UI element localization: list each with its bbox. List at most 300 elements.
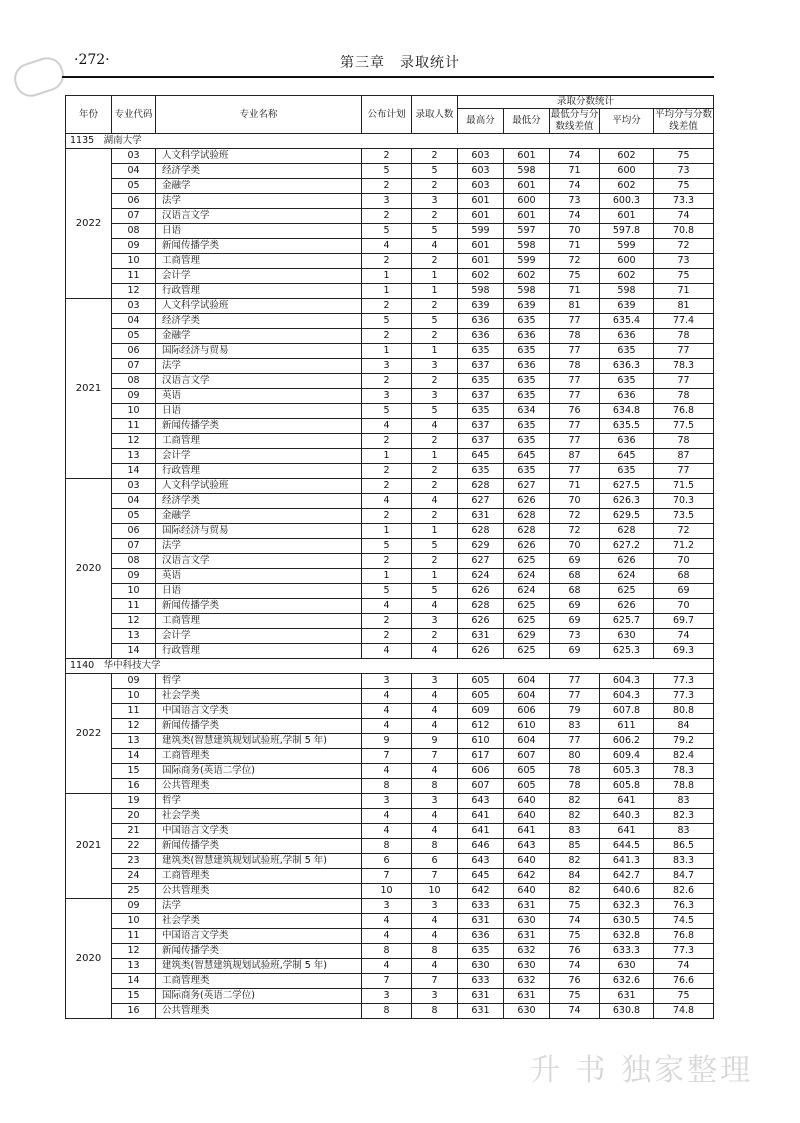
name-cell: 工商管理类 xyxy=(156,974,362,989)
code-cell: 07 xyxy=(112,539,156,554)
min-diff-cell: 82 xyxy=(550,854,600,869)
table-row xyxy=(66,509,714,524)
plan-cell: 2 xyxy=(362,149,412,164)
min-cell: 605 xyxy=(504,764,550,779)
min-diff-cell: 71 xyxy=(550,479,600,494)
code-cell: 09 xyxy=(112,899,156,914)
min-diff-cell: 78 xyxy=(550,764,600,779)
max-cell: 603 xyxy=(458,179,504,194)
min-diff-cell: 73 xyxy=(550,629,600,644)
name-cell: 国际商务(英语二学位) xyxy=(156,989,362,1004)
admit-cell: 2 xyxy=(412,374,458,389)
avg-diff-cell: 76.8 xyxy=(654,404,714,419)
admit-cell: 2 xyxy=(412,149,458,164)
avg-cell: 624 xyxy=(600,569,654,584)
avg-cell: 631 xyxy=(600,989,654,1004)
plan-cell: 1 xyxy=(362,284,412,299)
avg-cell: 630.5 xyxy=(600,914,654,929)
max-cell: 633 xyxy=(458,974,504,989)
name-cell: 公共管理类 xyxy=(156,1004,362,1019)
min-diff-cell: 76 xyxy=(550,974,600,989)
code-cell: 05 xyxy=(112,509,156,524)
avg-cell: 630.8 xyxy=(600,1004,654,1019)
min-diff-cell: 77 xyxy=(550,389,600,404)
avg-diff-cell: 70.3 xyxy=(654,494,714,509)
max-cell: 637 xyxy=(458,434,504,449)
plan-cell: 5 xyxy=(362,314,412,329)
min-diff-cell: 77 xyxy=(550,734,600,749)
code-cell: 12 xyxy=(112,719,156,734)
col-min: 最低分 xyxy=(504,109,550,134)
page-number: ·272· xyxy=(74,52,110,68)
plan-cell: 1 xyxy=(362,524,412,539)
min-diff-cell: 82 xyxy=(550,884,600,899)
min-cell: 598 xyxy=(504,239,550,254)
admit-cell: 3 xyxy=(412,674,458,689)
name-cell: 公共管理类 xyxy=(156,884,362,899)
min-cell: 598 xyxy=(504,284,550,299)
min-cell: 642 xyxy=(504,869,550,884)
header-rule xyxy=(62,76,714,78)
code-cell: 13 xyxy=(112,629,156,644)
plan-cell: 3 xyxy=(362,359,412,374)
table-row xyxy=(66,569,714,584)
admit-cell: 3 xyxy=(412,614,458,629)
code-cell: 12 xyxy=(112,944,156,959)
min-cell: 645 xyxy=(504,449,550,464)
table-row xyxy=(66,914,714,929)
name-cell: 国际经济与贸易 xyxy=(156,344,362,359)
avg-diff-cell: 76.8 xyxy=(654,929,714,944)
plan-cell: 4 xyxy=(362,764,412,779)
name-cell: 金融学 xyxy=(156,329,362,344)
avg-diff-cell: 73.3 xyxy=(654,194,714,209)
admit-cell: 2 xyxy=(412,479,458,494)
avg-diff-cell: 73 xyxy=(654,164,714,179)
min-cell: 605 xyxy=(504,779,550,794)
avg-diff-cell: 82.3 xyxy=(654,809,714,824)
table-row xyxy=(66,989,714,1004)
min-cell: 628 xyxy=(504,524,550,539)
max-cell: 607 xyxy=(458,779,504,794)
table-row xyxy=(66,269,714,284)
min-diff-cell: 68 xyxy=(550,569,600,584)
admit-cell: 2 xyxy=(412,329,458,344)
avg-cell: 634.8 xyxy=(600,404,654,419)
min-cell: 625 xyxy=(504,554,550,569)
max-cell: 630 xyxy=(458,959,504,974)
min-diff-cell: 71 xyxy=(550,284,600,299)
code-cell: 11 xyxy=(112,599,156,614)
min-cell: 640 xyxy=(504,884,550,899)
name-cell: 人文科学试验班 xyxy=(156,479,362,494)
code-cell: 04 xyxy=(112,494,156,509)
max-cell: 646 xyxy=(458,839,504,854)
admit-cell: 4 xyxy=(412,239,458,254)
table-row xyxy=(66,464,714,479)
min-diff-cell: 77 xyxy=(550,419,600,434)
min-cell: 610 xyxy=(504,719,550,734)
avg-diff-cell: 71 xyxy=(654,284,714,299)
plan-cell: 2 xyxy=(362,179,412,194)
max-cell: 637 xyxy=(458,389,504,404)
min-diff-cell: 71 xyxy=(550,239,600,254)
table-body xyxy=(66,134,714,1019)
admit-cell: 1 xyxy=(412,524,458,539)
plan-cell: 2 xyxy=(362,209,412,224)
plan-cell: 4 xyxy=(362,599,412,614)
avg-diff-cell: 73.5 xyxy=(654,509,714,524)
avg-cell: 602 xyxy=(600,149,654,164)
name-cell: 新闻传播学类 xyxy=(156,944,362,959)
avg-diff-cell: 76.6 xyxy=(654,974,714,989)
name-cell: 建筑类(智慧建筑规划试验班,学制 5 年) xyxy=(156,959,362,974)
name-cell: 工商管理 xyxy=(156,614,362,629)
max-cell: 602 xyxy=(458,269,504,284)
min-cell: 632 xyxy=(504,974,550,989)
admit-cell: 4 xyxy=(412,959,458,974)
min-cell: 635 xyxy=(504,434,550,449)
min-cell: 625 xyxy=(504,614,550,629)
admit-cell: 1 xyxy=(412,284,458,299)
table-row xyxy=(66,299,714,314)
admit-cell: 2 xyxy=(412,509,458,524)
admit-cell: 3 xyxy=(412,389,458,404)
name-cell: 会计学 xyxy=(156,269,362,284)
min-diff-cell: 83 xyxy=(550,824,600,839)
avg-diff-cell: 78 xyxy=(654,389,714,404)
plan-cell: 7 xyxy=(362,749,412,764)
min-cell: 624 xyxy=(504,584,550,599)
avg-diff-cell: 78.3 xyxy=(654,764,714,779)
min-cell: 601 xyxy=(504,149,550,164)
name-cell: 行政管理 xyxy=(156,644,362,659)
avg-cell: 629.5 xyxy=(600,509,654,524)
avg-cell: 599 xyxy=(600,239,654,254)
max-cell: 631 xyxy=(458,629,504,644)
code-cell: 11 xyxy=(112,929,156,944)
code-cell: 09 xyxy=(112,389,156,404)
plan-cell: 3 xyxy=(362,674,412,689)
admit-cell: 2 xyxy=(412,464,458,479)
min-diff-cell: 77 xyxy=(550,689,600,704)
code-cell: 13 xyxy=(112,734,156,749)
min-cell: 601 xyxy=(504,179,550,194)
name-cell: 行政管理 xyxy=(156,464,362,479)
max-cell: 635 xyxy=(458,944,504,959)
plan-cell: 2 xyxy=(362,479,412,494)
min-diff-cell: 69 xyxy=(550,554,600,569)
name-cell: 英语 xyxy=(156,389,362,404)
code-cell: 11 xyxy=(112,704,156,719)
code-cell: 04 xyxy=(112,164,156,179)
min-cell: 636 xyxy=(504,329,550,344)
avg-diff-cell: 69.7 xyxy=(654,614,714,629)
min-cell: 624 xyxy=(504,569,550,584)
plan-cell: 5 xyxy=(362,584,412,599)
admit-cell: 4 xyxy=(412,719,458,734)
max-cell: 645 xyxy=(458,449,504,464)
min-diff-cell: 78 xyxy=(550,779,600,794)
min-diff-cell: 76 xyxy=(550,944,600,959)
plan-cell: 4 xyxy=(362,959,412,974)
avg-cell: 607.8 xyxy=(600,704,654,719)
max-cell: 617 xyxy=(458,749,504,764)
admit-cell: 2 xyxy=(412,434,458,449)
min-cell: 629 xyxy=(504,629,550,644)
min-cell: 635 xyxy=(504,389,550,404)
name-cell: 建筑类(智慧建筑规划试验班,学制 5 年) xyxy=(156,734,362,749)
col-name: 专业名称 xyxy=(156,96,362,134)
admit-cell: 2 xyxy=(412,254,458,269)
avg-cell: 627.2 xyxy=(600,539,654,554)
min-diff-cell: 70 xyxy=(550,224,600,239)
min-cell: 630 xyxy=(504,1004,550,1019)
avg-diff-cell: 75 xyxy=(654,179,714,194)
avg-diff-cell: 74.8 xyxy=(654,1004,714,1019)
max-cell: 637 xyxy=(458,359,504,374)
min-diff-cell: 77 xyxy=(550,374,600,389)
plan-cell: 3 xyxy=(362,899,412,914)
admit-cell: 2 xyxy=(412,179,458,194)
avg-cell: 635 xyxy=(600,344,654,359)
admit-cell: 4 xyxy=(412,689,458,704)
table-row xyxy=(66,194,714,209)
code-cell: 16 xyxy=(112,1004,156,1019)
name-cell: 英语 xyxy=(156,569,362,584)
table-row xyxy=(66,854,714,869)
avg-diff-cell: 77 xyxy=(654,464,714,479)
plan-cell: 1 xyxy=(362,269,412,284)
min-cell: 635 xyxy=(504,464,550,479)
name-cell: 工商管理 xyxy=(156,434,362,449)
avg-cell: 636 xyxy=(600,389,654,404)
avg-diff-cell: 87 xyxy=(654,449,714,464)
min-diff-cell: 82 xyxy=(550,809,600,824)
avg-diff-cell: 74.5 xyxy=(654,914,714,929)
plan-cell: 8 xyxy=(362,1004,412,1019)
code-cell: 23 xyxy=(112,854,156,869)
code-cell: 10 xyxy=(112,689,156,704)
avg-cell: 640.6 xyxy=(600,884,654,899)
avg-cell: 635.5 xyxy=(600,419,654,434)
code-cell: 14 xyxy=(112,464,156,479)
avg-diff-cell: 75 xyxy=(654,989,714,1004)
name-cell: 汉语言文学 xyxy=(156,554,362,569)
min-diff-cell: 84 xyxy=(550,869,600,884)
table-row xyxy=(66,389,714,404)
admit-cell: 4 xyxy=(412,494,458,509)
avg-cell: 605.8 xyxy=(600,779,654,794)
table-row xyxy=(66,449,714,464)
min-cell: 600 xyxy=(504,194,550,209)
code-cell: 14 xyxy=(112,749,156,764)
min-cell: 640 xyxy=(504,794,550,809)
table-row xyxy=(66,1004,714,1019)
plan-cell: 5 xyxy=(362,404,412,419)
plan-cell: 4 xyxy=(362,929,412,944)
table-row xyxy=(66,284,714,299)
admit-cell: 5 xyxy=(412,404,458,419)
university-header-row xyxy=(66,134,714,149)
max-cell: 629 xyxy=(458,539,504,554)
name-cell: 工商管理类 xyxy=(156,869,362,884)
name-cell: 中国语言文学类 xyxy=(156,824,362,839)
avg-cell: 627.5 xyxy=(600,479,654,494)
avg-diff-cell: 83.3 xyxy=(654,854,714,869)
name-cell: 人文科学试验班 xyxy=(156,299,362,314)
min-cell: 601 xyxy=(504,209,550,224)
max-cell: 636 xyxy=(458,329,504,344)
col-code: 专业代码 xyxy=(112,96,156,134)
min-diff-cell: 81 xyxy=(550,299,600,314)
code-cell: 15 xyxy=(112,764,156,779)
code-cell: 13 xyxy=(112,959,156,974)
avg-cell: 630 xyxy=(600,959,654,974)
avg-cell: 605.3 xyxy=(600,764,654,779)
name-cell: 哲学 xyxy=(156,794,362,809)
max-cell: 628 xyxy=(458,524,504,539)
min-cell: 604 xyxy=(504,689,550,704)
min-cell: 636 xyxy=(504,359,550,374)
table-row xyxy=(66,419,714,434)
avg-diff-cell: 69.3 xyxy=(654,644,714,659)
avg-cell: 606.2 xyxy=(600,734,654,749)
name-cell: 新闻传播学类 xyxy=(156,419,362,434)
avg-cell: 600 xyxy=(600,254,654,269)
avg-cell: 632.3 xyxy=(600,899,654,914)
avg-cell: 604.3 xyxy=(600,689,654,704)
plan-cell: 8 xyxy=(362,944,412,959)
min-cell: 604 xyxy=(504,734,550,749)
min-diff-cell: 70 xyxy=(550,494,600,509)
plan-cell: 10 xyxy=(362,884,412,899)
max-cell: 645 xyxy=(458,869,504,884)
avg-diff-cell: 78 xyxy=(654,329,714,344)
code-cell: 06 xyxy=(112,524,156,539)
col-year: 年份 xyxy=(66,96,112,134)
min-diff-cell: 83 xyxy=(550,719,600,734)
avg-cell: 626 xyxy=(600,554,654,569)
admit-cell: 5 xyxy=(412,164,458,179)
plan-cell: 4 xyxy=(362,239,412,254)
max-cell: 605 xyxy=(458,674,504,689)
table-row xyxy=(66,824,714,839)
min-cell: 641 xyxy=(504,824,550,839)
avg-diff-cell: 82.4 xyxy=(654,749,714,764)
min-cell: 626 xyxy=(504,494,550,509)
admit-cell: 7 xyxy=(412,869,458,884)
name-cell: 中国语言文学类 xyxy=(156,929,362,944)
min-cell: 627 xyxy=(504,479,550,494)
table-row xyxy=(66,629,714,644)
university-title: 1140 华中科技大学 xyxy=(66,659,714,674)
plan-cell: 7 xyxy=(362,869,412,884)
table-row xyxy=(66,329,714,344)
table-row xyxy=(66,179,714,194)
min-diff-cell: 72 xyxy=(550,254,600,269)
code-cell: 07 xyxy=(112,209,156,224)
code-cell: 16 xyxy=(112,779,156,794)
name-cell: 经济学类 xyxy=(156,314,362,329)
name-cell: 新闻传播学类 xyxy=(156,599,362,614)
admit-cell: 5 xyxy=(412,314,458,329)
table-row xyxy=(66,164,714,179)
min-diff-cell: 74 xyxy=(550,149,600,164)
plan-cell: 4 xyxy=(362,914,412,929)
table-row xyxy=(66,584,714,599)
admit-cell: 5 xyxy=(412,224,458,239)
max-cell: 641 xyxy=(458,824,504,839)
name-cell: 会计学 xyxy=(156,629,362,644)
admit-cell: 1 xyxy=(412,269,458,284)
min-diff-cell: 69 xyxy=(550,644,600,659)
min-cell: 640 xyxy=(504,809,550,824)
admit-cell: 4 xyxy=(412,599,458,614)
avg-diff-cell: 84 xyxy=(654,719,714,734)
code-cell: 15 xyxy=(112,989,156,1004)
year-cell: 2021 xyxy=(66,299,112,479)
avg-diff-cell: 77 xyxy=(654,344,714,359)
table-row xyxy=(66,764,714,779)
code-cell: 12 xyxy=(112,434,156,449)
avg-diff-cell: 86.5 xyxy=(654,839,714,854)
avg-diff-cell: 75 xyxy=(654,149,714,164)
name-cell: 法学 xyxy=(156,194,362,209)
avg-diff-cell: 77.3 xyxy=(654,689,714,704)
chapter-title: 第三章 录取统计 xyxy=(340,55,460,71)
max-cell: 601 xyxy=(458,254,504,269)
table-row xyxy=(66,209,714,224)
avg-diff-cell: 79.2 xyxy=(654,734,714,749)
name-cell: 金融学 xyxy=(156,179,362,194)
avg-diff-cell: 80.8 xyxy=(654,704,714,719)
plan-cell: 4 xyxy=(362,719,412,734)
min-diff-cell: 85 xyxy=(550,839,600,854)
admit-cell: 2 xyxy=(412,629,458,644)
code-cell: 19 xyxy=(112,794,156,809)
avg-diff-cell: 70.8 xyxy=(654,224,714,239)
plan-cell: 2 xyxy=(362,329,412,344)
avg-cell: 633.3 xyxy=(600,944,654,959)
name-cell: 新闻传播学类 xyxy=(156,719,362,734)
max-cell: 606 xyxy=(458,764,504,779)
max-cell: 635 xyxy=(458,464,504,479)
table-row xyxy=(66,314,714,329)
admit-cell: 3 xyxy=(412,359,458,374)
avg-diff-cell: 83 xyxy=(654,824,714,839)
max-cell: 601 xyxy=(458,194,504,209)
plan-cell: 5 xyxy=(362,539,412,554)
max-cell: 627 xyxy=(458,554,504,569)
avg-cell: 625.3 xyxy=(600,644,654,659)
avg-diff-cell: 70 xyxy=(654,599,714,614)
admit-cell: 7 xyxy=(412,749,458,764)
max-cell: 599 xyxy=(458,224,504,239)
admit-cell: 4 xyxy=(412,644,458,659)
admit-cell: 3 xyxy=(412,989,458,1004)
min-cell: 634 xyxy=(504,404,550,419)
code-cell: 14 xyxy=(112,644,156,659)
name-cell: 社会学类 xyxy=(156,809,362,824)
min-diff-cell: 69 xyxy=(550,614,600,629)
min-cell: 607 xyxy=(504,749,550,764)
avg-cell: 641 xyxy=(600,824,654,839)
min-diff-cell: 77 xyxy=(550,434,600,449)
plan-cell: 2 xyxy=(362,554,412,569)
max-cell: 643 xyxy=(458,794,504,809)
admit-cell: 8 xyxy=(412,839,458,854)
